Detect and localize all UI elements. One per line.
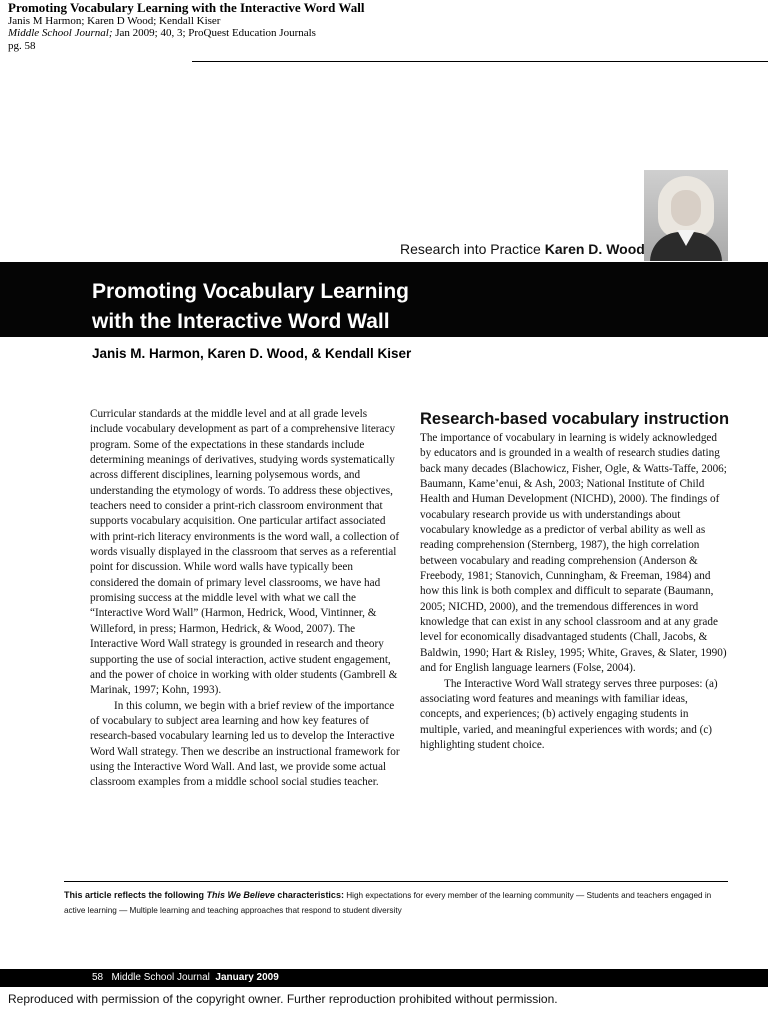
column-label-author: Karen D. Wood bbox=[544, 241, 645, 257]
citation-details: Jan 2009; 40, 3; ProQuest Education Journals bbox=[112, 27, 316, 39]
article-title-line2: with the Interactive Word Wall bbox=[92, 310, 390, 333]
left-paragraph-1: Curricular standards at the middle level and at all grade levels include vocabulary development as part of a comprehensive literacy program. Some of the expectations in these standards include determining meanings of derivatives, studying words systematically across different disciplines, learning polysemous words, and understanding the etymology of words. To address these objectives, teachers need to consider a print-rich classroom environment that supports vocabulary acquisition. One particular artifact associated with print-rich literacy environments is the word wall, a collection of words visually displayed in the classroom that serves as a referential point for discussion. While word walls have typically been considered the domain of primary level classrooms, we have had promising success at the middle level with what we call the “Interactive Word Wall” (Harmon, Hedrick, Wood, Vintinner, & Willeford, in press; Harmon, Hedrick, & Wood, 2007). The Interactive Word Wall strategy is grounded in research and theory supporting the use of social interaction, active student engagement, and the power of choice in working with older students (Gambrell & Marinak, 1997; Kohn, 1993). bbox=[90, 408, 400, 697]
citation-header bbox=[8, 2, 364, 52]
reproduction-notice: Reproduced with permission of the copyright owner. Further reproduction prohibited without permission. bbox=[8, 992, 558, 1006]
characteristics-lead: This article reflects the following bbox=[64, 890, 207, 900]
footer-text bbox=[92, 972, 279, 983]
characteristics-items: High expectations for every member of the learning community — Students and teachers engaged in active learning — Multiple learning and teaching approaches that respond to student diversity bbox=[64, 891, 712, 915]
citation-authors: Janis M Harmon; Karen D Wood; Kendall Kiser bbox=[8, 14, 221, 27]
article-authors: Janis M. Harmon, Karen D. Wood, & Kendall Kiser bbox=[92, 346, 412, 361]
footer-issue: January 2009 bbox=[215, 972, 279, 983]
header-divider bbox=[192, 61, 768, 62]
column-label bbox=[400, 241, 645, 257]
citation-title: Promoting Vocabulary Learning with the Interactive Word Wall bbox=[8, 0, 365, 15]
article-title bbox=[92, 277, 409, 337]
right-paragraph-1: The importance of vocabulary in learning is widely acknowledged by educators and is grounded in a wealth of research studies dating back many decades (Blachowicz, Fisher, Ogle, & Watts-Taffe, 2006; Baumann, Kame’enui, & Ash, 2003; National Institute of Child Health and Human Development (NICHD), 2000). The findings of vocabulary research provide us with understandings about vocabulary knowledge as a predictor of verbal ability as well as reading comprehension (Sternberg, 1987), the high correlation between vocabulary and reading comprehension (Anderson & Freebody, 1981; Stanovich, Cunningham, & Freeman, 1984) and how this link is both complex and difficult to separate (Baumann, 2005; NICHD, 2000), and the tremendous differences in word knowledge that can exist in any school classroom and at any grade level for economically disadvantaged students (Chall, Jacobs, & Baldwin, 1990; Hart & Risley, 1995; White, Graves, & Slater, 1990) and for English language learners (Folse, 2004). bbox=[420, 432, 727, 675]
footer-journal: Middle School Journal bbox=[111, 972, 210, 983]
citation-source bbox=[8, 27, 364, 40]
section-heading: Research-based vocabulary instruction bbox=[420, 410, 730, 428]
left-paragraph-2: In this column, we begin with a brief review of the importance of vocabulary to subject area learning and how key features of research-based vocabulary learning led us to develop the Interactive Word Wall strategy. Then we describe an instructional framework for using the Interactive Word Wall. And last, we provide some actual classroom examples from a middle school social studies teacher. bbox=[90, 699, 400, 789]
right-column bbox=[420, 409, 730, 753]
characteristics-box bbox=[64, 888, 724, 918]
characteristics-lead-end: characteristics: bbox=[274, 890, 344, 900]
characteristics-this-we-believe: This We Believe bbox=[206, 890, 275, 900]
left-column bbox=[90, 407, 400, 791]
author-photo bbox=[644, 170, 728, 261]
citation-journal: Middle School Journal; bbox=[8, 27, 113, 39]
citation-page: pg. 58 bbox=[8, 39, 36, 52]
footer-page-number: 58 bbox=[92, 972, 104, 983]
article-title-line1: Promoting Vocabulary Learning bbox=[92, 280, 409, 303]
characteristics-divider bbox=[64, 881, 728, 882]
column-label-prefix: Research into Practice bbox=[400, 241, 541, 257]
right-paragraph-2: The Interactive Word Wall strategy serves three purposes: (a) associating word features and meanings with familiar ideas, concepts, and experiences; (b) actively engaging students in multiple, varied, and meaningful experiences with words; and (c) highlighting student choice. bbox=[420, 677, 718, 751]
